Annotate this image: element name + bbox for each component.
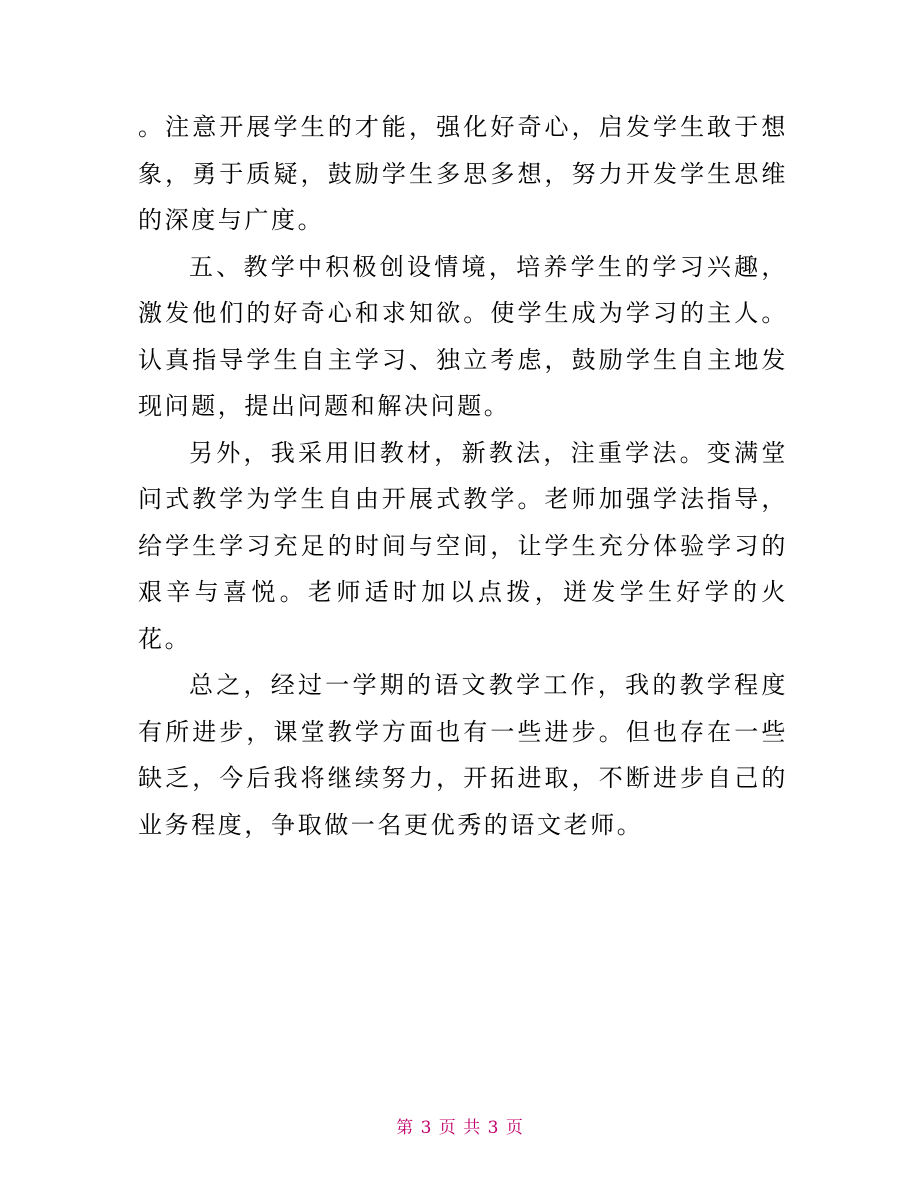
page-number-footer: 第 3 页 共 3 页: [396, 1118, 524, 1138]
paragraph-continuation: 。注意开展学生的才能，强化好奇心，启发学生敢于想象，勇于质疑，鼓励学生多思多想，努力开发学生思维的深度与广度。: [138, 113, 788, 234]
paragraph-teaching-method: 另外，我采用旧教材，新教法，注重学法。变满堂问式教学为学生自由开展式教学。老师加强学法指导，给学生学习充足的时间与空间，让学生充分体验学习的艰辛与喜悦。老师适时加以点拨，迸发学生好学的火花。: [138, 438, 788, 653]
paragraph-section-five: 五、教学中积极创设情境，培养学生的学习兴趣，激发他们的好奇心和求知欲。使学生成为学习的主人。认真指导学生自主学习、独立考虑，鼓励学生自主地发现问题，提出问题和解决问题。: [138, 252, 788, 420]
paragraph-conclusion: 总之，经过一学期的语文教学工作，我的教学程度有所进步，课堂教学方面也有一些进步。但也存在一些缺乏，今后我将继续努力，开拓进取，不断进步自己的业务程度，争取做一名更优秀的语文老师。: [138, 671, 788, 839]
document-body: [138, 104, 788, 848]
